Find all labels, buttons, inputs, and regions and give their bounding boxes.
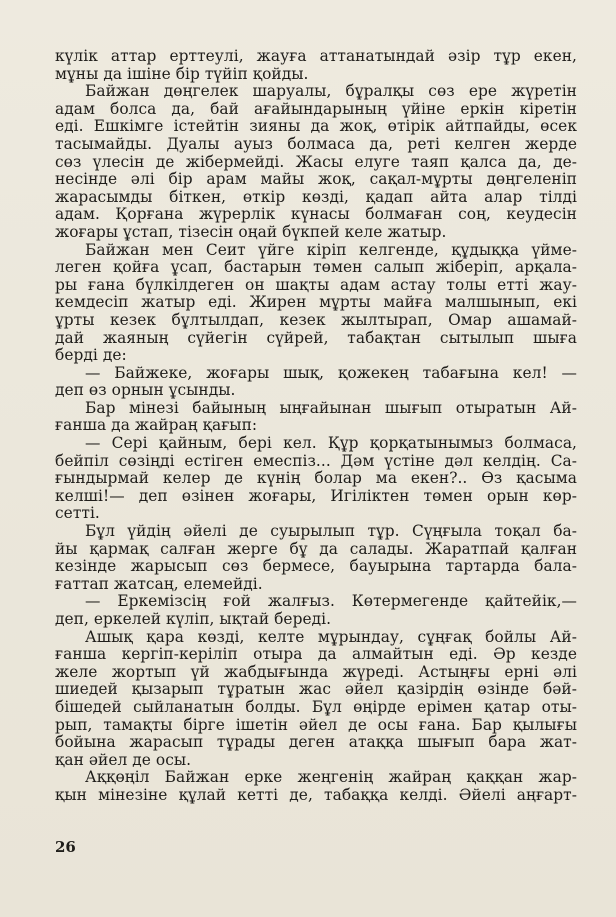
- text-line: желе жортып үй жабдығында жүреді. Астыңғы ерні әлі: [55, 663, 577, 681]
- text-line: Байжан мен Сеит үйге кіріп келгенде, құдыққа үйме-: [85, 241, 577, 259]
- text-line: ры ғана бүлкілдеген он шақты адам астау толы етті жау-: [55, 276, 577, 294]
- text-line: қан әйел де осы.: [55, 751, 192, 769]
- text-line: бішедей сыйланатын болды. Бұл өңірде ерімен қатар оты-: [55, 698, 577, 716]
- text-line: деп өз орнын ұсынды.: [55, 382, 236, 400]
- text-line: мұны да ішіне бір түйіп қойды.: [55, 65, 309, 83]
- body-text: [55, 48, 577, 805]
- text-line: Байжан дөңгелек шаруалы, бұралқы сөз ере жүретін: [85, 83, 577, 101]
- text-line: ғындырмай келер де күнің болар ма екен?.. Өз қасыма: [55, 470, 577, 488]
- text-line: қын мінезіне құлай кетті де, табаққа келді. Әйелі аңғарт-: [55, 786, 577, 804]
- text-line: Ашық қара көзді, келте мұрындау, сұңғақ бойлы Ай-: [85, 628, 577, 646]
- text-line: ғанша кергіп-керіліп отыра да алмайтын еді. Әр кезде: [55, 646, 577, 664]
- text-line: күлік аттар ерттеулі, жауға аттанатындай әзір тұр екен,: [55, 48, 577, 65]
- text-line: рып, тамақты бірге ішетін әйел де осы ғана. Бар қылығы: [55, 716, 577, 734]
- text-line: адам болса да, бай ағайындарының үйіне еркін кіретін: [55, 100, 577, 118]
- text-line: адам. Қорғана жүрерлік күнасы болмаған соң, кеудесін: [55, 206, 577, 224]
- text-line: — Еркемізсің ғой жалғыз. Көтермегенде қайтейік,—: [85, 593, 577, 611]
- text-line: ғаттап жатсаң, елемейді.: [55, 575, 263, 593]
- text-line: — Байжеке, жоғары шық, қожекең табағына кел! —: [85, 364, 577, 382]
- text-line: ұрты кезек бұлтылдап, кезек жылтырап, Омар ашамай-: [55, 311, 577, 329]
- page-number: 26: [55, 838, 76, 856]
- text-line: леген қойға ұсап, бастарын төмен салып жіберіп, арқала-: [55, 259, 577, 277]
- text-line: жарасымды біткен, өткір көзді, қадап айта алар тілді: [55, 188, 577, 206]
- text-line: бойына жарасып тұрады деген атаққа шығып бара жат-: [55, 734, 577, 752]
- text-line: сетті.: [55, 505, 100, 523]
- text-line: жоғары ұстап, тізесін оңай бүкпей келе жатыр.: [55, 223, 447, 241]
- text-line: шиедей қызарып тұратын жас әйел қазірдің өзінде бәй-: [55, 681, 577, 699]
- text-line: бейпіл сөзіңді естіген емеспіз... Дәм үстіне дәл келдің. Са-: [55, 452, 577, 470]
- text-line: ғанша да жайраң қағып:: [55, 417, 258, 435]
- text-line: йы қармақ салған жерге бұ да салады. Жаратпай қалған: [55, 540, 577, 558]
- text-line: кезінде жарысып сөз бермесе, бауырына тартарда бала-: [55, 558, 577, 576]
- text-line: деп, еркелей күліп, ықтай береді.: [55, 611, 332, 628]
- text-line: тасымайды. Дуалы ауыз болмаса да, реті келген жерде: [55, 135, 577, 153]
- text-line: Аққөңіл Байжан ерке жеңгенің жайраң қаққан жар-: [85, 769, 577, 787]
- text-line: берді де:: [55, 347, 127, 365]
- text-line: дай жаяның сүйегін сүйрей, табақтан сытылып шыға: [55, 329, 577, 347]
- text-line: еді. Ешкімге істейтін зияны да жоқ, өтірік айтпайды, өсек: [55, 118, 577, 136]
- text-line: сөз үлесін де жібермейді. Жасы елуге таяп қалса да, де-: [55, 153, 577, 171]
- text-line: Бұл үйдің әйелі де суырылып тұр. Сүңғыла тоқал ба-: [85, 523, 577, 541]
- text-line: Бар мінезі байының ыңғайынан шығып отыратын Ай-: [85, 399, 577, 417]
- text-line: несінде әлі бір арам майы жоқ, сақал-мұрты дөңгеленіп: [55, 171, 577, 189]
- text-line: — Сері қайным, бері кел. Құр қорқатынымыз болмаса,: [85, 435, 577, 453]
- text-line: кемдесіп жатыр еді. Жирен мұрты майға малшынып, екі: [55, 294, 577, 312]
- text-line: келші!— деп өзінен жоғары, Игіліктен төмен орын көр-: [55, 487, 577, 505]
